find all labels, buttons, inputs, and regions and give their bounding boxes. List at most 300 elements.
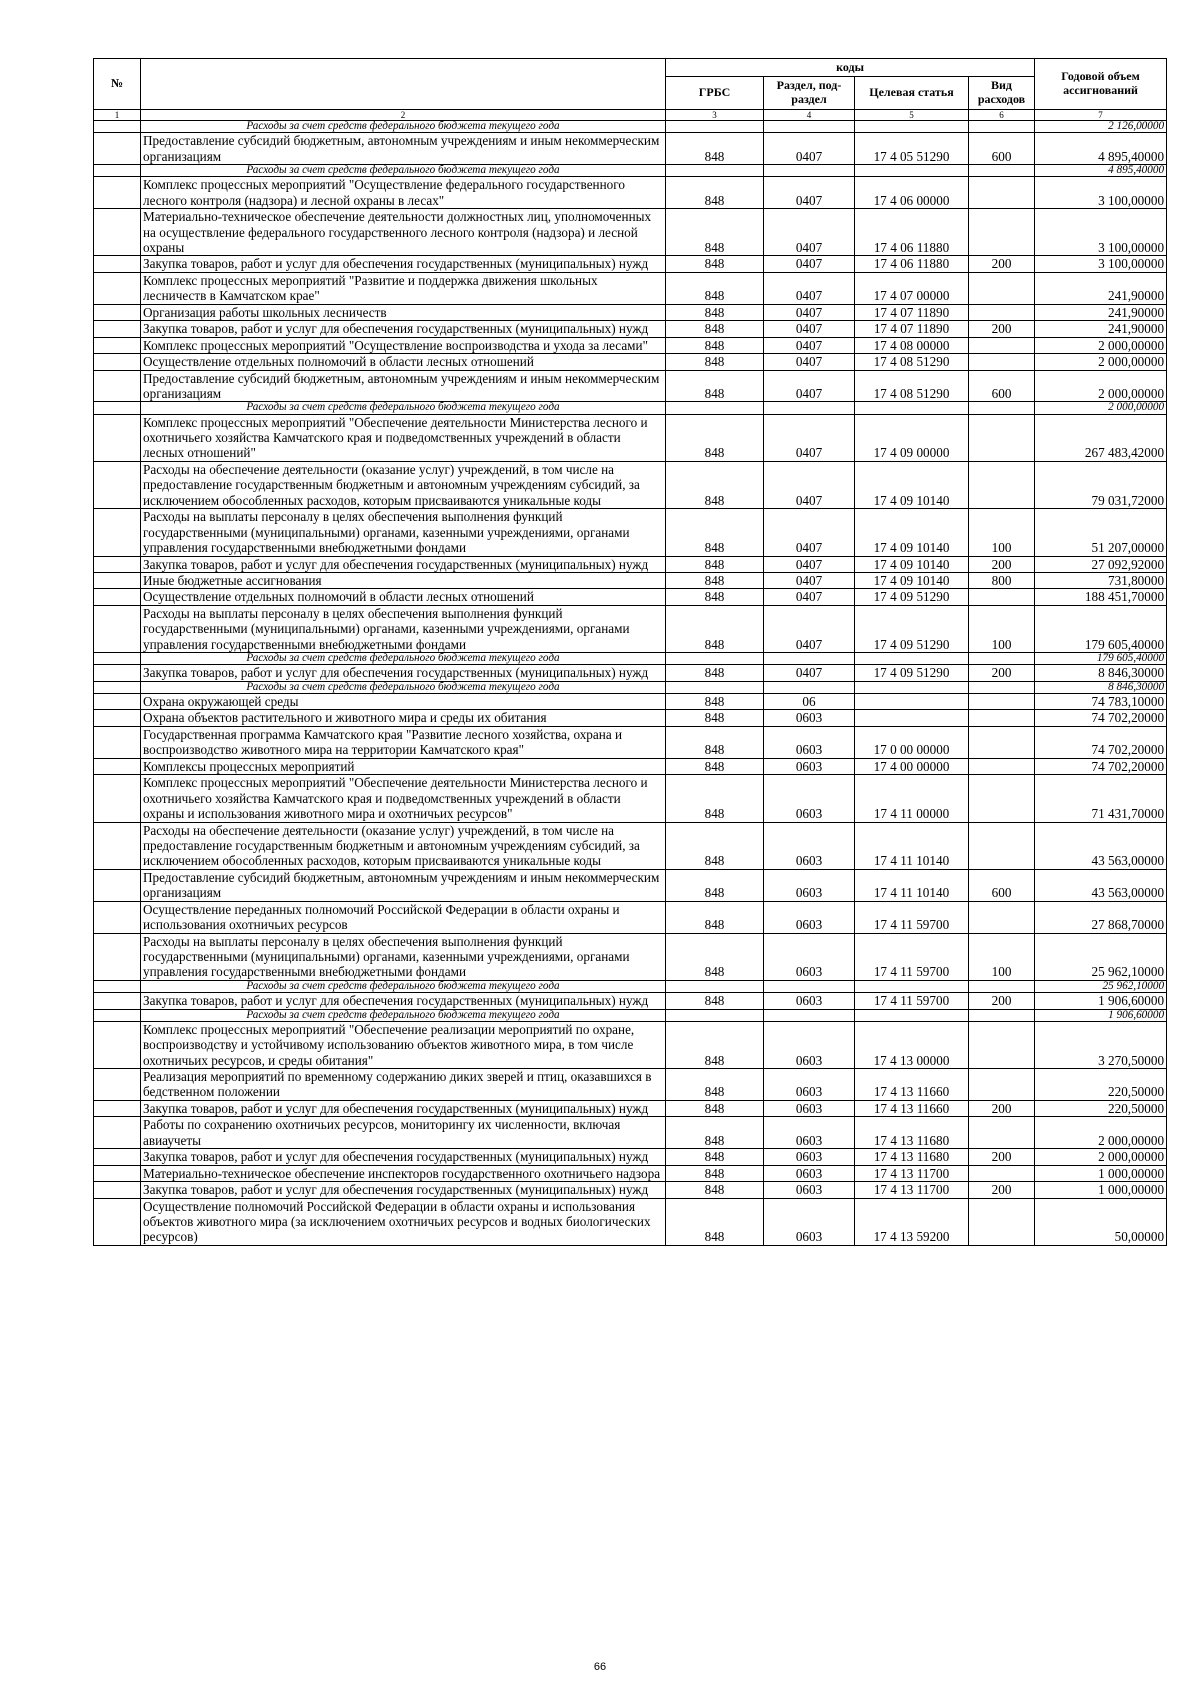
num-cell [94,869,141,901]
article-cell [855,710,969,726]
num-cell [94,710,141,726]
table-row [94,1198,1167,1245]
grbs-cell: 848 [666,414,764,461]
num-cell [94,572,141,588]
amount-cell: 74 702,20000 [1035,726,1167,758]
expense-type-cell [969,822,1035,869]
table-row [94,133,1167,165]
amount-cell: 2 000,00000 [1035,1117,1167,1149]
grbs-cell [666,681,764,693]
section-header: Раздел, под-раздел [764,77,855,110]
section-cell: 0407 [764,256,855,272]
expense-type-cell: 200 [969,1100,1035,1116]
grbs-header: ГРБС [666,77,764,110]
article-cell: 17 4 08 51290 [855,354,969,370]
article-cell: 17 4 13 11680 [855,1117,969,1149]
amount-cell: 25 962,10000 [1035,980,1167,992]
article-cell: 17 4 08 51290 [855,370,969,402]
amount-cell: 2 000,00000 [1035,370,1167,402]
table-row [94,256,1167,272]
amount-cell: 3 270,50000 [1035,1021,1167,1068]
amount-cell: 43 563,00000 [1035,822,1167,869]
amount-cell: 71 431,70000 [1035,775,1167,822]
num-cell [94,605,141,652]
table-row [94,694,1167,710]
name-cell: Государственная программа Камчатского края "Развитие лесного хозяйства, охрана и воспроизводство животного мира на территории Камчатского края" [141,726,666,758]
section-cell: 0407 [764,354,855,370]
grbs-cell: 848 [666,993,764,1009]
name-cell: Осуществление отдельных полномочий в области лесных отношений [141,589,666,605]
name-cell: Расходы за счет средств федерального бюджета текущего года [141,980,666,992]
table-body [94,121,1167,1246]
table-row [94,461,1167,508]
expense-type-cell [969,402,1035,414]
amount-cell: 51 207,00000 [1035,509,1167,556]
amount-cell: 27 092,92000 [1035,556,1167,572]
num-cell [94,402,141,414]
grbs-cell: 848 [666,822,764,869]
num-cell [94,321,141,337]
amount-cell: 8 846,30000 [1035,665,1167,681]
expense-type-cell: 600 [969,133,1035,165]
expense-type-cell [969,758,1035,774]
column-number: 6 [969,110,1035,121]
grbs-cell: 848 [666,869,764,901]
amount-cell: 74 783,10000 [1035,694,1167,710]
expense-type-cell [969,710,1035,726]
amount-cell: 27 868,70000 [1035,901,1167,933]
grbs-cell: 848 [666,272,764,304]
amount-cell: 220,50000 [1035,1100,1167,1116]
num-cell [94,1198,141,1245]
expense-type-cell [969,1069,1035,1101]
num-cell [94,775,141,822]
table-row [94,605,1167,652]
grbs-cell: 848 [666,694,764,710]
num-cell [94,414,141,461]
name-cell: Расходы за счет средств федерального бюджета текущего года [141,681,666,693]
section-cell [764,402,855,414]
article-header: Целевая статья [855,77,969,110]
num-cell [94,681,141,693]
article-cell: 17 4 08 00000 [855,337,969,353]
amount-cell: 2 126,00000 [1035,121,1167,133]
grbs-cell [666,402,764,414]
table-row [94,272,1167,304]
section-cell: 0603 [764,710,855,726]
expense-type-cell: 200 [969,665,1035,681]
num-cell [94,1069,141,1101]
table-row [94,370,1167,402]
name-cell: Работы по сохранению охотничьих ресурсов, мониторингу их численности, включая авиаучеты [141,1117,666,1149]
expense-type-cell [969,177,1035,209]
article-cell: 17 4 07 00000 [855,272,969,304]
num-cell [94,256,141,272]
name-cell: Закупка товаров, работ и услуг для обеспечения государственных (муниципальных) нужд [141,1182,666,1198]
name-cell: Осуществление полномочий Российской Федерации в области охраны и использования объектов животного мира (за исключением охотничьих ресурсов и водных биологических ресурсов) [141,1198,666,1245]
num-cell [94,993,141,1009]
amount-cell: 731,80000 [1035,572,1167,588]
article-cell [855,653,969,665]
section-cell: 0407 [764,337,855,353]
expense-type-cell: 200 [969,1182,1035,1198]
section-cell: 0407 [764,556,855,572]
grbs-cell [666,980,764,992]
section-cell: 0407 [764,177,855,209]
grbs-cell: 848 [666,726,764,758]
expense-type-cell [969,775,1035,822]
expense-type-cell [969,461,1035,508]
column-number: 2 [141,110,666,121]
name-cell: Осуществление переданных полномочий Российской Федерации в области охраны и использования охотничьих ресурсов [141,901,666,933]
article-cell: 17 4 06 11880 [855,256,969,272]
expense-type-cell: 600 [969,869,1035,901]
article-cell: 17 4 09 51290 [855,605,969,652]
article-cell: 17 4 06 00000 [855,177,969,209]
section-cell: 0407 [764,209,855,256]
table-row [94,337,1167,353]
name-cell: Расходы за счет средств федерального бюджета текущего года [141,121,666,133]
article-cell: 17 4 07 11890 [855,321,969,337]
section-cell: 06 [764,694,855,710]
grbs-cell: 848 [666,1149,764,1165]
expense-type-cell [969,980,1035,992]
name-cell: Охрана объектов растительного и животного мира и среды их обитания [141,710,666,726]
section-cell: 0603 [764,933,855,980]
article-cell: 17 4 09 10140 [855,509,969,556]
num-cell [94,337,141,353]
article-cell: 17 4 11 59700 [855,993,969,1009]
num-cell [94,758,141,774]
name-cell: Организация работы школьных лесничеств [141,304,666,320]
article-cell: 17 4 11 00000 [855,775,969,822]
table-row [94,1149,1167,1165]
article-cell [855,121,969,133]
num-cell [94,665,141,681]
num-cell [94,653,141,665]
section-cell: 0407 [764,304,855,320]
amount-cell: 241,90000 [1035,304,1167,320]
grbs-cell: 848 [666,1182,764,1198]
name-cell: Комплекс процессных мероприятий "Обеспечение деятельности Министерства лесного и охотничьего хозяйства Камчатского края и подведомственных учреждений в области охраны и использования животного мира и охотничьих ресурсов" [141,775,666,822]
section-cell: 0407 [764,605,855,652]
section-cell: 0603 [764,1182,855,1198]
article-cell: 17 4 11 59700 [855,933,969,980]
article-cell [855,165,969,177]
grbs-cell: 848 [666,256,764,272]
expense-type-cell: 200 [969,321,1035,337]
federal-budget-row [94,681,1167,693]
table-row [94,509,1167,556]
column-number: 4 [764,110,855,121]
section-cell [764,681,855,693]
section-cell: 0407 [764,321,855,337]
grbs-cell: 848 [666,133,764,165]
expense-type-cell [969,1198,1035,1245]
grbs-cell: 848 [666,1117,764,1149]
name-cell: Расходы на выплаты персоналу в целях обеспечения выполнения функций государственными (муниципальными) органами, казенными учреждениями, органами управления государственными внебюджетными фондами [141,605,666,652]
grbs-cell: 848 [666,589,764,605]
page-number: 66 [593,1661,607,1673]
expense-type-cell: 200 [969,556,1035,572]
section-cell: 0603 [764,1100,855,1116]
table-row [94,710,1167,726]
table-row [94,414,1167,461]
expense-type-cell [969,901,1035,933]
num-cell [94,1165,141,1181]
name-cell: Закупка товаров, работ и услуг для обеспечения государственных (муниципальных) нужд [141,1149,666,1165]
section-cell: 0603 [764,1021,855,1068]
grbs-cell: 848 [666,209,764,256]
table-row [94,589,1167,605]
num-cell [94,980,141,992]
amount-cell: 50,00000 [1035,1198,1167,1245]
grbs-cell: 848 [666,177,764,209]
table-row [94,993,1167,1009]
section-cell [764,165,855,177]
expense-type-cell [969,1165,1035,1181]
table-row [94,1069,1167,1101]
table-row [94,869,1167,901]
num-cell [94,933,141,980]
num-cell [94,1021,141,1068]
name-cell: Охрана окружающей среды [141,694,666,710]
table-row [94,665,1167,681]
name-cell: Закупка товаров, работ и услуг для обеспечения государственных (муниципальных) нужд [141,1100,666,1116]
amount-cell: 2 000,00000 [1035,337,1167,353]
table-row [94,822,1167,869]
table-row [94,933,1167,980]
federal-budget-row [94,980,1167,992]
amount-cell: 241,90000 [1035,272,1167,304]
name-cell: Комплекс процессных мероприятий "Обеспечение деятельности Министерства лесного и охотничьего хозяйства Камчатского края и подведомственных учреждений в области лесных отношений" [141,414,666,461]
grbs-cell: 848 [666,556,764,572]
amount-cell: 1 906,60000 [1035,1009,1167,1021]
section-cell: 0407 [764,133,855,165]
amount-cell: 3 100,00000 [1035,209,1167,256]
section-cell [764,653,855,665]
name-cell: Закупка товаров, работ и услуг для обеспечения государственных (муниципальных) нужд [141,993,666,1009]
amount-cell: 74 702,20000 [1035,758,1167,774]
name-cell: Осуществление отдельных полномочий в области лесных отношений [141,354,666,370]
article-cell: 17 4 09 10140 [855,572,969,588]
section-cell [764,1009,855,1021]
num-cell [94,726,141,758]
section-cell: 0407 [764,461,855,508]
name-cell: Иные бюджетные ассигнования [141,572,666,588]
name-cell: Расходы за счет средств федерального бюджета текущего года [141,165,666,177]
name-cell: Комплекс процессных мероприятий "Осуществление воспроизводства и ухода за лесами" [141,337,666,353]
name-cell: Расходы на обеспечение деятельности (оказание услуг) учреждений, в том числе на предоставление государственным бюджетным и автономным учреждениям субсидий, за исключением обособленных расходов, которым присваиваются уникальные коды [141,822,666,869]
name-cell: Закупка товаров, работ и услуг для обеспечения государственных (муниципальных) нужд [141,556,666,572]
num-cell [94,556,141,572]
amount-cell: 220,50000 [1035,1069,1167,1101]
num-cell [94,370,141,402]
budget-table [93,58,1167,1246]
expense-type-cell: 200 [969,256,1035,272]
num-cell [94,694,141,710]
name-cell: Расходы на обеспечение деятельности (оказание услуг) учреждений, в том числе на предоставление государственным бюджетным и автономным учреждениям субсидий, за исключением обособленных расходов, которым присваиваются уникальные коды [141,461,666,508]
federal-budget-row [94,121,1167,133]
table-row [94,572,1167,588]
name-cell: Комплексы процессных мероприятий [141,758,666,774]
article-cell: 17 4 13 11680 [855,1149,969,1165]
section-cell: 0603 [764,901,855,933]
grbs-cell [666,121,764,133]
article-cell: 17 4 07 11890 [855,304,969,320]
federal-budget-row [94,1009,1167,1021]
name-cell: Расходы за счет средств федерального бюджета текущего года [141,402,666,414]
article-cell [855,694,969,710]
num-cell [94,304,141,320]
grbs-cell: 848 [666,1021,764,1068]
expense-type-cell [969,414,1035,461]
article-cell: 17 4 09 51290 [855,665,969,681]
grbs-cell: 848 [666,572,764,588]
num-cell [94,354,141,370]
grbs-cell: 848 [666,710,764,726]
section-cell: 0603 [764,758,855,774]
name-cell: Материально-техническое обеспечение инспекторов государственного охотничьего надзора [141,1165,666,1181]
amount-cell: 8 846,30000 [1035,681,1167,693]
expense-type-cell [969,209,1035,256]
article-cell [855,1009,969,1021]
name-cell: Комплекс процессных мероприятий "Осуществление федерального государственного лесного контроля (надзора) и лесной охраны в лесах" [141,177,666,209]
expense-type-cell: 200 [969,993,1035,1009]
table-row [94,775,1167,822]
amount-header: Годовой объем ассигнований [1035,59,1167,110]
federal-budget-row [94,653,1167,665]
grbs-cell: 848 [666,321,764,337]
table-row [94,209,1167,256]
table-header [94,59,1167,121]
article-cell: 17 4 00 00000 [855,758,969,774]
column-number-row [94,110,1167,121]
table-row [94,1100,1167,1116]
expense-type-cell: 600 [969,370,1035,402]
grbs-cell [666,165,764,177]
grbs-cell: 848 [666,370,764,402]
expense-type-cell [969,726,1035,758]
num-cell [94,177,141,209]
name-header [141,59,666,110]
table-row [94,1021,1167,1068]
table-row [94,321,1167,337]
amount-cell: 179 605,40000 [1035,605,1167,652]
section-cell: 0603 [764,869,855,901]
column-number: 5 [855,110,969,121]
name-cell: Расходы за счет средств федерального бюджета текущего года [141,653,666,665]
section-cell: 0603 [764,1069,855,1101]
federal-budget-row [94,402,1167,414]
table-row [94,726,1167,758]
amount-cell: 2 000,00000 [1035,354,1167,370]
expense-type-cell [969,272,1035,304]
expense-type-header: Вид расходов [969,77,1035,110]
expense-type-cell: 800 [969,572,1035,588]
grbs-cell: 848 [666,933,764,980]
amount-cell: 241,90000 [1035,321,1167,337]
grbs-cell: 848 [666,509,764,556]
num-cell [94,461,141,508]
section-cell: 0407 [764,572,855,588]
article-cell: 17 4 13 11700 [855,1165,969,1181]
name-cell: Комплекс процессных мероприятий "Обеспечение реализации мероприятий по охране, воспроизводству и устойчивому использованию объектов животного мира, в том числе охотничьих ресурсов, и среды обитания" [141,1021,666,1068]
grbs-cell: 848 [666,461,764,508]
section-cell: 0407 [764,370,855,402]
num-cell [94,901,141,933]
section-cell: 0603 [764,726,855,758]
amount-cell: 4 895,40000 [1035,133,1167,165]
num-cell [94,509,141,556]
num-cell [94,589,141,605]
section-cell: 0603 [764,1117,855,1149]
section-cell: 0603 [764,775,855,822]
amount-cell: 3 100,00000 [1035,256,1167,272]
table-row [94,1117,1167,1149]
article-cell: 17 0 00 00000 [855,726,969,758]
name-cell: Предоставление субсидий бюджетным, автономным учреждениям и иным некоммерческим организациям [141,869,666,901]
amount-cell: 4 895,40000 [1035,165,1167,177]
name-cell: Расходы на выплаты персоналу в целях обеспечения выполнения функций государственными (муниципальными) органами, казенными учреждениями, органами управления государственными внебюджетными фондами [141,509,666,556]
article-cell: 17 4 09 51290 [855,589,969,605]
expense-type-cell [969,1009,1035,1021]
amount-cell: 74 702,20000 [1035,710,1167,726]
amount-cell: 2 000,00000 [1035,402,1167,414]
article-cell: 17 4 13 11700 [855,1182,969,1198]
num-header: № [94,59,141,110]
section-cell [764,121,855,133]
section-cell: 0407 [764,414,855,461]
article-cell: 17 4 09 00000 [855,414,969,461]
column-number: 1 [94,110,141,121]
num-cell [94,1009,141,1021]
num-cell [94,133,141,165]
article-cell: 17 4 11 59700 [855,901,969,933]
section-cell [764,980,855,992]
name-cell: Закупка товаров, работ и услуг для обеспечения государственных (муниципальных) нужд [141,665,666,681]
amount-cell: 2 000,00000 [1035,1149,1167,1165]
grbs-cell: 848 [666,1198,764,1245]
federal-budget-row [94,165,1167,177]
num-cell [94,1100,141,1116]
num-cell [94,1182,141,1198]
num-cell [94,1117,141,1149]
section-cell: 0603 [764,993,855,1009]
article-cell: 17 4 11 10140 [855,822,969,869]
num-cell [94,1149,141,1165]
expense-type-cell [969,1021,1035,1068]
amount-cell: 43 563,00000 [1035,869,1167,901]
name-cell: Предоставление субсидий бюджетным, автономным учреждениям и иным некоммерческим организациям [141,133,666,165]
grbs-cell: 848 [666,354,764,370]
amount-cell: 179 605,40000 [1035,653,1167,665]
table-row [94,901,1167,933]
expense-type-cell: 200 [969,1149,1035,1165]
expense-type-cell: 100 [969,605,1035,652]
grbs-cell: 848 [666,758,764,774]
expense-type-cell [969,653,1035,665]
table-row [94,1165,1167,1181]
num-cell [94,165,141,177]
article-cell: 17 4 13 00000 [855,1021,969,1068]
expense-type-cell [969,681,1035,693]
table-row [94,1182,1167,1198]
table-row [94,177,1167,209]
article-cell [855,980,969,992]
article-cell: 17 4 13 59200 [855,1198,969,1245]
section-cell: 0407 [764,589,855,605]
